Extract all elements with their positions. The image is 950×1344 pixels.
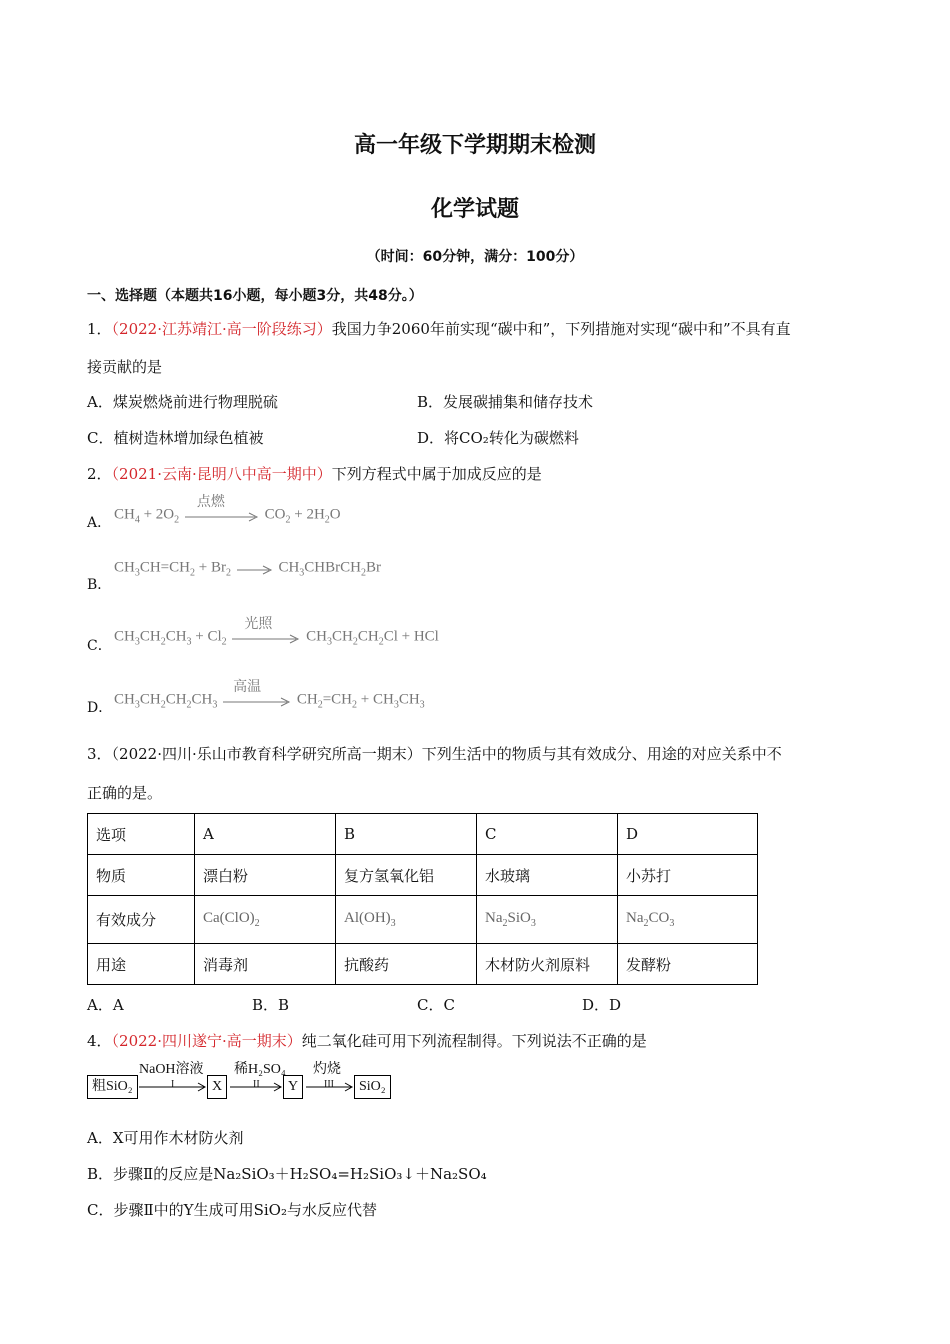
table-row [88,855,758,896]
table-cell: 木材防火剂原料 [477,944,618,985]
reaction-condition: 点燃 [196,495,225,510]
flow-reagent: NaOH溶液 [139,1062,204,1077]
table-cell: 小苏打 [618,855,758,896]
question-4 [87,1030,647,1051]
table-row [88,814,758,855]
exam-info: （时间：60分钟，满分：100分） [366,249,584,265]
question-1-stem-cont: 接贡献的是 [87,358,163,376]
option-c: C．植树造林增加绿色植被 [87,429,264,447]
table-cell: 漂白粉 [195,855,336,896]
reaction-arrow [221,692,293,712]
flow-box-end: SiO₂ [354,1075,391,1099]
question-number: 2． [87,465,112,483]
question-stem: 下列方程式中属于加成反应的是 [331,465,542,483]
table-cell: 用途 [88,944,195,985]
flow-step: II [253,1079,260,1090]
flow-reagent: 稀H₂SO₄ [234,1062,286,1077]
table-cell: 水玻璃 [477,855,618,896]
formula-cell: $Na_2SiO_3$ [477,896,618,944]
comparison-table [87,813,758,985]
option-d-label: D． [87,700,113,716]
reaction-arrow [183,507,261,527]
page-title: 高一年级下学期期末检测 [353,133,596,158]
formula-cell: $Ca(ClO)_2$ [195,896,336,944]
table-cell: 抗酸药 [336,944,477,985]
option-b: B．B [252,996,290,1014]
table-cell: C [477,814,618,855]
subject-title: 化学试题 [430,197,519,222]
flow-box-start: 粗SiO₂ [87,1075,138,1099]
equation-c: $CH_3CH_2CH_3 + Cl_2$ 光照 $CH_3CH_2CH_2Cl$ + HCl [114,627,439,647]
equation-a: $CH_4 + 2O_2$ 点燃 $CO_2 + 2H_2O$ [114,505,341,525]
flow-box-x: X [207,1075,227,1099]
option-b: B．发展碳捕集和储存技术 [417,393,594,411]
table-row [88,944,758,985]
question-number: 4． [87,1032,112,1050]
question-1 [87,318,791,339]
table-cell: 物质 [88,855,195,896]
table-cell: 发酵粉 [618,944,758,985]
option-d: D．将CO₂转化为碳燃料 [417,429,579,447]
formula-cell: $Al(OH)_3$ [336,896,477,944]
question-stem: 我国力争2060年前实现“碳中和”，下列措施对实现“碳中和”不具有直 [331,320,791,338]
table-cell: D [618,814,758,855]
option-a-label: A． [87,515,112,531]
flow-step: III [324,1079,334,1090]
flow-step: I [171,1079,175,1090]
table-cell: 选项 [88,814,195,855]
option-c: C．C [417,996,455,1014]
table-cell: 复方氢氧化铝 [336,855,477,896]
reaction-arrow [235,560,275,580]
reaction-condition: 光照 [244,617,273,632]
question-stem: 纯二氧化硅可用下列流程制得。下列说法不正确的是 [301,1032,647,1050]
question-source: （2021·云南·昆明八中高一期中） [111,465,332,483]
table-cell: 有效成分 [88,896,195,944]
section-heading: 一、选择题（本题共16小题，每小题3分，共48分。） [87,288,423,304]
question-2 [87,463,542,484]
flow-reagent: 灼烧 [313,1062,341,1077]
equation-b: $CH_3CH=CH_2 + Br_2$ $CH_3CHBrCH_2Br$ [114,559,381,579]
table-cell: A [195,814,336,855]
process-flow [87,1058,397,1106]
option-a: A．X可用作木材防火剂 [87,1129,244,1147]
reaction-condition: 高温 [233,680,262,695]
option-b-label: B． [87,577,112,593]
question-source: （2022·江苏靖江·高一阶段练习） [111,320,332,338]
option-b: B．步骤Ⅱ的反应是Na₂SiO₃＋H₂SO₄=H₂SiO₃↓＋Na₂SO₄ [87,1165,487,1183]
reaction-arrow [230,629,302,649]
question-3: 3．（2022·四川·乐山市教育科学研究所高一期末）下列生活中的物质与其有效成分、用途的对应关系中不 [87,745,782,763]
table-row [88,896,758,944]
option-c-label: C． [87,638,112,654]
table-cell: B [336,814,477,855]
option-d: D．D [582,996,622,1014]
question-source: （2022·四川遂宁·高一期末） [111,1032,302,1050]
question-number: 1． [87,320,112,338]
option-a: A．煤炭燃烧前进行物理脱硫 [87,393,278,411]
equation-d: $CH_3CH_2CH_2CH_3$ 高温 $CH_2=CH_2 + CH_3CH_3$ [114,690,425,710]
flow-box-y: Y [283,1075,303,1099]
flow-arrows [87,1058,397,1106]
option-c: C．步骤Ⅱ中的Y生成可用SiO₂与水反应代替 [87,1201,377,1219]
question-3-stem-cont: 正确的是。 [87,784,163,802]
table-cell: 消毒剂 [195,944,336,985]
formula-cell: $Na_2CO_3$ [618,896,758,944]
option-a: A．A [87,996,124,1014]
